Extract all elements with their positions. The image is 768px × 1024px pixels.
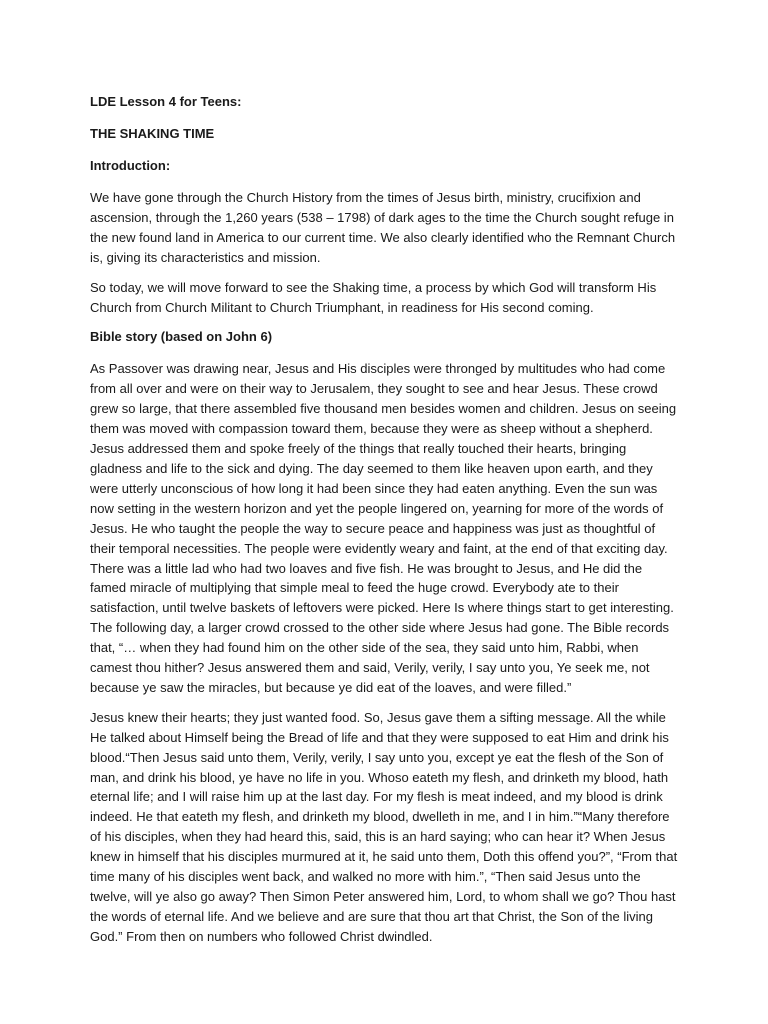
story-heading: Bible story (based on John 6) bbox=[90, 329, 273, 345]
intro-heading: Introduction: bbox=[90, 158, 171, 173]
intro-paragraph-2: So today, we will move forward to see the Shaking time, a process by which God will transform His Church from Church Militant to Church Triumphant, in readiness for His second coming. bbox=[90, 279, 657, 315]
lesson-title: LDE Lesson 4 for Teens: bbox=[90, 94, 242, 109]
intro-paragraph-1: We have gone through the Church History from the times of Jesus birth, ministry, crucifixion and ascension, through the 1,260 years (538 – 1798) of dark ages to the time the Church sought refuge in the new found land in America to our current time. We also clearly identified who the Remnant Church is, giving its characteristics and mission. bbox=[90, 190, 676, 265]
story-paragraph-1: As Passover was drawing near, Jesus and His disciples were thronged by multitudes who had come from all over and were on their way to Jerusalem, they sought to see and hear Jesus. These crowd grew so large, that there assembled five thousand men besides women and children. Jesus on seeing them was moved with compassion toward them, because they were as sheep without a shepherd. Jesus addressed them and spoke freely of the things that really touched their hearts, bringing gladness and life to the sick and dying. The day seemed to them like heaven upon earth, and they were utterly unconscious of how long it had been since they had eaten anything. Even the sun was now setting in the western horizon and yet the people lingered on, yearning for more of the words of Jesus. He who taught the people the way to secure peace and happiness was just as thoughtful of their temporal necessities. The people were evidently weary and faint, at the end of that exciting day. There was a little lad who had two loaves and five fish. He was brought to Jesus, and He did the famed miracle of multiplying that simple meal to feed the huge crowd. Everybody ate to their satisfaction, until twelve baskets of leftovers were picked. Here Is where things start to get interesting. The following day, a larger crowd crossed to the other side where Jesus had gone. The Bible records that, “… when they had found him on the other side of the sea, they said unto him, Rabbi, when camest thou hither? Jesus answered them and said, Verily, verily, I say unto you, Ye seek me, not because ye saw the miracles, but because ye did eat of the loaves, and were filled.” bbox=[90, 361, 677, 695]
story-paragraph-2: Jesus knew their hearts; they just wanted food. So, Jesus gave them a sifting message. All the while He talked about Himself being the Bread of life and that they were supposed to eat Him and drink his blood.“Then Jesus said unto them, Verily, verily, I say unto you, except ye eat the flesh of the Son of man, and drink his blood, ye have no life in you. Whoso eateth my flesh, and drinketh my blood, hath eternal life; and I will raise him up at the last day. For my flesh is meat indeed, and my blood is drink indeed. He that eateth my flesh, and drinketh my blood, dwelleth in me, and I in him.”“Many therefore of his disciples, when they had heard this, said, this is an hard saying; who can hear it? When Jesus knew in himself that his disciples murmured at it, he said unto them, Doth this offend you?”, “From that time many of his disciples went back, and walked no more with him.”, “Then said Jesus unto the twelve, will ye also go away? Then Simon Peter answered him, Lord, to whom shall we go? Thou hast the words of eternal life. And we believe and are sure that thou art that Christ, the Son of the living God.” From then on numbers who followed Christ dwindled. bbox=[90, 709, 678, 944]
topic-title: THE SHAKING TIME bbox=[90, 126, 215, 141]
